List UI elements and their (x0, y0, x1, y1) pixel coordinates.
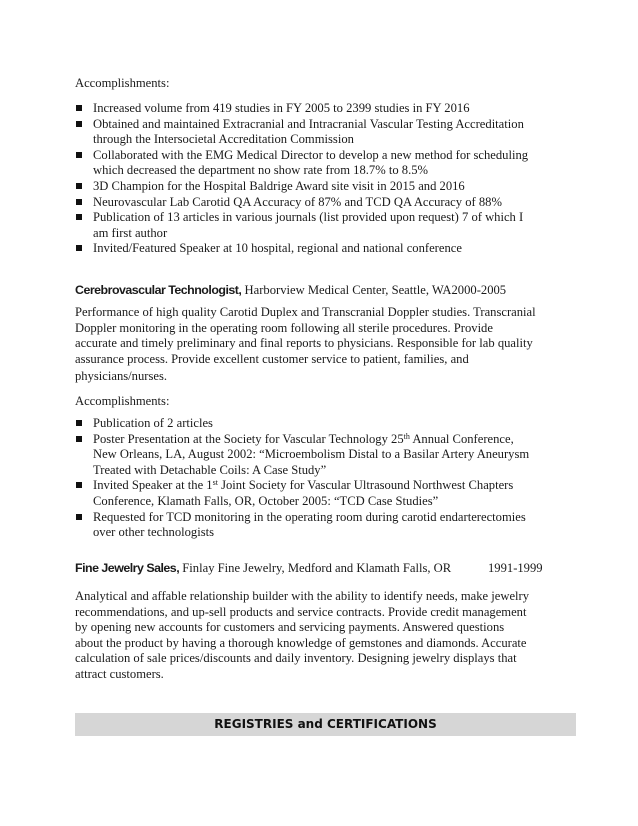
job-heading-jewelry (75, 561, 565, 577)
job-accomplishments-list-wrap (75, 416, 565, 541)
bullet-square-icon (76, 420, 82, 426)
bullet-square-icon (76, 482, 82, 488)
list-item: Collaborated with the EMG Medical Director to develop a new method for scheduling which decreased the department no show rate from 18.7% to 8.5% (75, 148, 565, 179)
bullet-square-icon (76, 436, 82, 442)
job-years: 1991-1999 (488, 561, 543, 575)
list-item: Requested for TCD monitoring in the operating room during carotid endarterectomies over other technologists (75, 510, 565, 541)
job-organization: Finlay Fine Jewelry, Medford and Klamath Falls, OR (179, 561, 452, 575)
accomplishments-list-wrap (75, 101, 565, 257)
job-heading-cerebrovascular (75, 283, 565, 299)
bullet-square-icon (76, 214, 82, 220)
list-item: Publication of 2 articles (75, 416, 565, 432)
bullet-square-icon (76, 121, 82, 127)
accomplishments-heading: Accomplishments: (75, 76, 170, 90)
bullet-square-icon (76, 152, 82, 158)
bullet-square-icon (76, 183, 82, 189)
bullet-square-icon (76, 105, 82, 111)
list-item: Invited Speaker at the 1st Joint Society for Vascular Ultrasound Northwest Chapters Conference, Klamath Falls, OR, October 2005: “TCD Case Studies” (75, 478, 565, 509)
job-description: Performance of high quality Carotid Duplex and Transcranial Doppler studies. Transcranial Doppler monitoring in the operating room following all sterile procedures. Provide accurate and timely preliminary and final reports to physicians. Responsible for lab quality assurance process. Provide excellent customer service to patient, families, and physicians/nurses. (75, 305, 536, 384)
list-item: Invited/Featured Speaker at 10 hospital, regional and national conference (75, 241, 565, 257)
list-item: Publication of 13 articles in various journals (list provided upon request) 7 of which I am first author (75, 210, 565, 241)
accomplishments-section (75, 76, 565, 92)
job-title: Fine Jewelry Sales, (75, 561, 180, 575)
job-accomplishments-heading-wrap (75, 394, 565, 410)
bullet-square-icon (76, 199, 82, 205)
accomplishments-heading: Accomplishments: (75, 394, 170, 408)
accomplishments-list (75, 101, 565, 257)
bullet-square-icon (76, 245, 82, 251)
section-heading-bar: REGISTRIES and CERTIFICATIONS (75, 713, 576, 736)
bullet-square-icon (76, 514, 82, 520)
job-title: Cerebrovascular Technologist, (75, 283, 242, 297)
list-item: Neurovascular Lab Carotid QA Accuracy of 87% and TCD QA Accuracy of 88% (75, 195, 565, 211)
list-item: 3D Champion for the Hospital Baldrige Award site visit in 2015 and 2016 (75, 179, 565, 195)
job-organization: Harborview Medical Center, Seattle, WA2000-2005 (241, 283, 507, 297)
list-item: Obtained and maintained Extracranial and Intracranial Vascular Testing Accreditation through the Intersocietal Accreditation Commission (75, 117, 565, 148)
job-description: Analytical and affable relationship builder with the ability to identify needs, make jewelry recommendations, and up-sell products and service contracts. Provide credit management by opening new accounts for customers and servicing payments. Answered questions about the product by having a thorough knowledge of gemstones and diamonds. Accurate calculation of sale prices/discounts and daily inventory. Designing jewelry displays that attract customers. (75, 589, 530, 681)
job-accomplishments-list (75, 416, 565, 541)
list-item: Increased volume from 419 studies in FY 2005 to 2399 studies in FY 2016 (75, 101, 565, 117)
list-item: Poster Presentation at the Society for Vascular Technology 25th Annual Conference, New Orleans, LA, August 2002: “Microembolism Distal to a Basilar Artery Aneurysm Treated with Detachable Coils: A Case Study” (75, 432, 565, 479)
